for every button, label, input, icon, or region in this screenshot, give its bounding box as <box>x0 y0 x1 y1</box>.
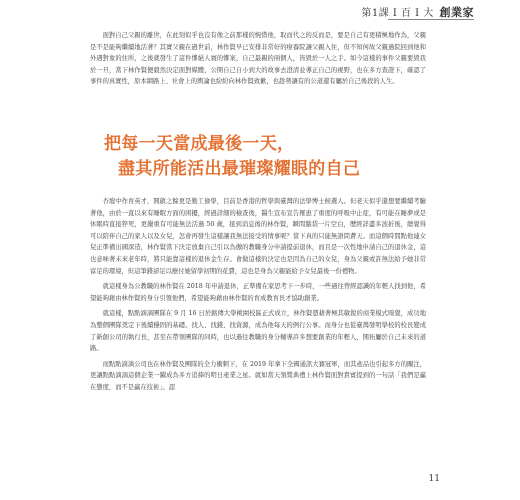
page-number: 11 <box>428 474 440 484</box>
body-text-top <box>90 30 426 92</box>
section-heading <box>90 132 430 182</box>
paragraph: 杏壇中作育英才，開啟之餘更是勤工儉學，目前是香港的哲學與臺灣的法學博士候選人。但老天似乎還想要繼續考驗著他，由於一直以來有睡眠方面的困擾，經過詳細的檢查後，醫生宣布宣告罹患了重度的呼吸中止症，有可能在睡夢或是休眠時直接猝死，更嚴重有可能無法活過 50 歲，接到消息後的林作賢，瞬間腦袋一片空白，歷經詳盡多波折後，總覺得可以陪伴自己的家人以及女兒，怎會再發生這樣讓我無法接受的情事呢？當下真的只能無語問蒼天。而這個時間點他連女兒正準備出國深造，林作賢當下決定放棄自己引以為傲的教職身分申請提前退休，而且是一次性地申請自己的退休金，這也意味著未來老年時，將只能靠這樣的退休金生存。會做這樣的決定也是因為自己的女兒，身為父親或許無法給予她非常富足的環境，但這筆錢卻足以應付她留學初期的花費，這也是身為父親能給予女兒最後一份禮物。 <box>90 198 426 275</box>
paragraph: 面對自己父親的離世，在此刻似乎也沒有像之前那樣的惋惜他，取而代之的反而是，要是自己有更積極地作為，父親是不是能夠繼續地活著？其實父親在過世前，林作賢早已安排非常好的療養院讓父親入住，但不知何故父親過院回到他和外遇對象的住所，之後就發生了這件慘絕人寰的慘案，自己最親的兩個人，皆毀於一人之手。如今這樣的事件父親要毀我於一旦，當下林作賢便毅然決定面對媒體，公開自己自小到大的故事去澄清並導正自己的視野，也在多方查證下，確認了事件的真實性，原本網路上、社會上的輿論也紛紛向林作賢致歉，也趁勢讓有的公道還有屬於自己後段的人生。 <box>90 32 426 86</box>
paragraph: 而點點滴滴公司也在林作賢及團隊的全力衝刺下，在 2019 年拿下全國通訊大賽冠軍，而其產品也引起多方的關注，更讓點點滴滴這個企業一躍成為多方追捧的明日產業之星。就如當天領獎典禮上林作賢面對貴賓提到的一句話「我們是贏在態度，而不是贏在技術」。認 <box>90 360 426 391</box>
header-rule <box>388 19 474 20</box>
brand-title: 創業家 <box>439 6 474 19</box>
paragraph: 就這樣身為公教職的林作賢在 2018 年申請退休，正準備在家思考下一步時，一些過往曾經認識的年輕人找到他，希望能夠藉由林作賢的身分引領他們，希望能夠藉由林作賢的育成教育長才協助創業。 <box>90 283 426 302</box>
section-heading-line-1: 把每一天當成最後一天， <box>104 134 295 154</box>
running-header <box>361 4 474 20</box>
section-heading-line-2: 盡其所能活出最璀璨耀眼的自己 <box>118 159 361 179</box>
body-text-bottom <box>90 196 426 398</box>
paragraph: 就這樣，點點滴滴團隊在 9 月 16 日於銘傳大學桃園校區正式成立，林作賢憑藉著極其敏銳的商業模式嗅覺，成功地為整個團隊奠定下後續穩固的基礎。找人、找錢、找資源，成為他每天的例行公事。而身分也從臺灣發明學校的校長變成了新創公司的執行長，甚至在帶領團隊的同時，也以過往教職的身分輔導許多想要創業的年輕人，開拓屬於自己未來的道路。 <box>90 310 426 353</box>
chapter-label: 第1課 I 百 I 大 <box>361 8 434 19</box>
